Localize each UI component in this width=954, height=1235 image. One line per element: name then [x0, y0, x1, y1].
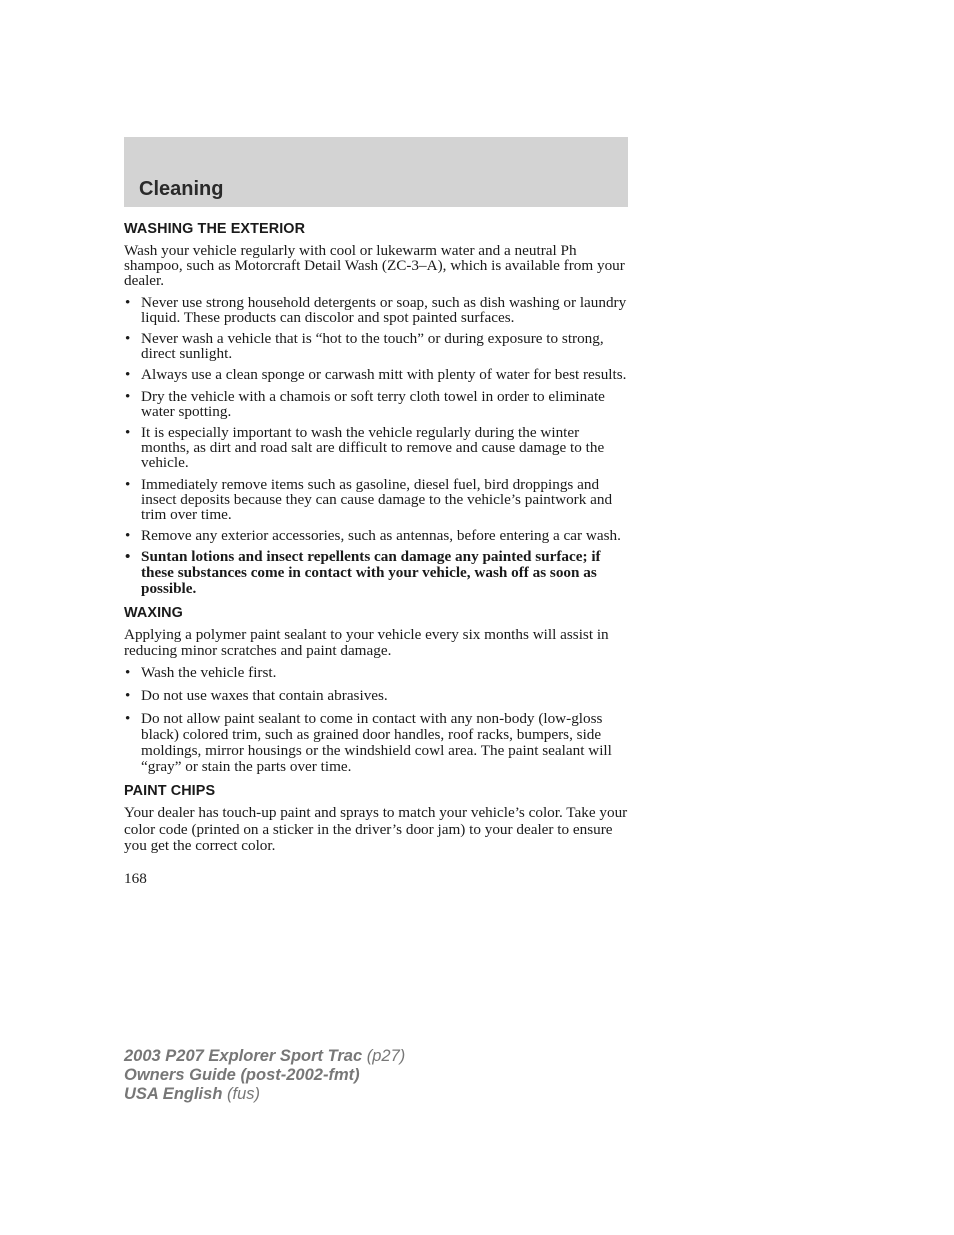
bullet-icon: • [125, 687, 131, 705]
footer-model-code: (p27) [366, 1047, 406, 1065]
bullet-icon: • [125, 387, 131, 405]
footer-guide: Owners Guide (post-2002-fmt) [124, 1066, 360, 1084]
bullet-icon: • [125, 475, 131, 493]
section-title: Cleaning [139, 178, 224, 200]
list-item-text: Immediately remove items such as gasoline, diesel fuel, bird droppings and insect deposits because they can cause damage to the vehicle’s paintwork and trim over time. [141, 475, 613, 524]
list-item [124, 477, 630, 523]
footer-model: 2003 P207 Explorer Sport Trac [124, 1047, 363, 1065]
list-item [124, 425, 630, 471]
paint-chips-text: Your dealer has touch-up paint and sprays to match your vehicle’s color. Take your color code (printed on a sticker in the driver’s door jam) to your dealer to ensure you get the correct color. [124, 804, 628, 855]
list-item [124, 711, 630, 775]
list-item-text: Remove any exterior accessories, such as antennas, before entering a car wash. [141, 527, 621, 545]
bullet-icon: • [125, 293, 131, 311]
list-item [124, 389, 630, 419]
list-item-text: Suntan lotions and insect repellents can damage any painted surface; if these substances come in contact with your vehicle, wash off as soon as possible. [141, 548, 601, 598]
section-header-band [124, 137, 628, 207]
page-number: 168 [124, 869, 147, 887]
waxing-heading: WAXING [124, 605, 183, 622]
list-item [124, 331, 630, 361]
list-item-text: Wash the vehicle first. [141, 664, 277, 682]
document-footer [124, 1047, 405, 1104]
list-item-text: Do not use waxes that contain abrasives. [141, 687, 388, 705]
list-item [124, 688, 630, 704]
list-item-text: Always use a clean sponge or carwash mitt with plenty of water for best results. [141, 366, 627, 384]
washing-section [124, 221, 630, 597]
washing-list [124, 295, 630, 598]
list-item [124, 665, 630, 681]
list-item [124, 367, 630, 382]
bullet-icon: • [125, 424, 131, 442]
bullet-icon: • [125, 366, 131, 384]
paint-chips-heading: PAINT CHIPS [124, 783, 216, 800]
list-item [124, 295, 630, 325]
footer-line-2 [124, 1066, 405, 1085]
waxing-intro: Applying a polymer paint sealant to your vehicle every six months will assist in reducing minor scratches and paint damage. [124, 626, 609, 660]
list-item-text: Dry the vehicle with a chamois or soft terry cloth towel in order to eliminate water spotting. [141, 387, 605, 420]
list-item-text: Never wash a vehicle that is “hot to the touch” or during exposure to strong, direct sunlight. [141, 330, 604, 363]
list-item-text: Do not allow paint sealant to come in contact with any non-body (low-gloss black) colored trim, such as grained door handles, roof racks, bumpers, side moldings, mirror housings or the windshield cowl area. The paint sealant will “gray” or stain the parts over time. [141, 710, 612, 776]
footer-language-code: (fus) [227, 1085, 260, 1103]
waxing-list [124, 665, 630, 775]
footer-line-3 [124, 1085, 405, 1104]
bullet-icon: • [125, 664, 131, 682]
paint-chips-section [124, 783, 630, 854]
footer-language: USA English [124, 1085, 223, 1103]
bullet-icon: • [125, 527, 131, 545]
page-content [124, 221, 630, 886]
waxing-section [124, 605, 630, 775]
footer-line-1 [124, 1047, 405, 1066]
bullet-icon: • [125, 330, 131, 348]
list-item-text: Never use strong household detergents or soap, such as dish washing or laundry liquid. These products can discolor and spot painted surfaces. [141, 293, 627, 326]
bullet-icon: • [125, 548, 131, 566]
washing-heading: WASHING THE EXTERIOR [124, 221, 306, 237]
warning-list-item [124, 549, 630, 597]
list-item-text: It is especially important to wash the vehicle regularly during the winter months, as dirt and road salt are difficult to remove and cause damage to the vehicle. [141, 424, 605, 472]
washing-intro: Wash your vehicle regularly with cool or lukewarm water and a neutral Ph shampoo, such as Motorcraft Detail Wash (ZC-3–A), which is available from your dealer. [124, 242, 625, 290]
bullet-icon: • [125, 710, 131, 728]
list-item [124, 528, 630, 543]
